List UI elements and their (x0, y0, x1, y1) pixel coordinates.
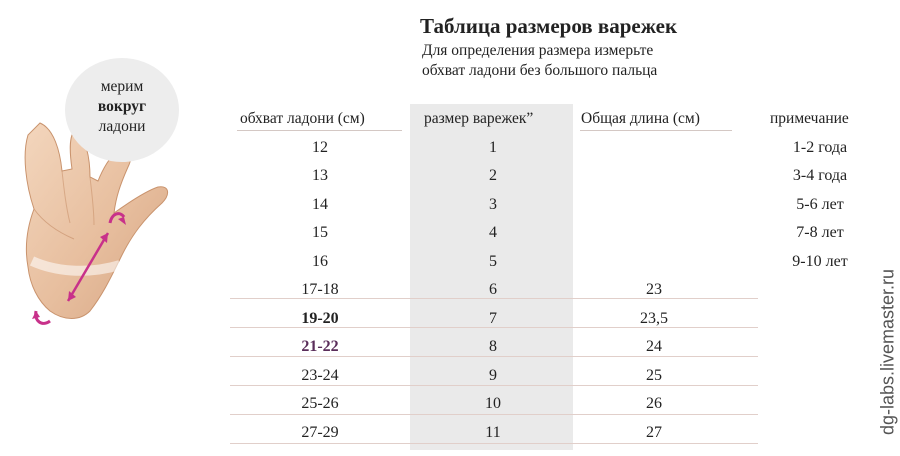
page-title: Таблица размеров варежек (420, 14, 678, 38)
site-watermark: dg-labs.livemaster.ru (877, 268, 898, 436)
cell-size: 2 (489, 167, 497, 184)
cell-girth: 23-24 (301, 367, 339, 384)
header-underline-girth (237, 130, 402, 131)
cell-note: 1-2 года (792, 139, 848, 156)
cell-girth: 27-29 (301, 424, 339, 441)
cell-note: 7-8 лет (796, 224, 844, 241)
row-divider (230, 443, 758, 444)
cell-length: 25 (646, 367, 662, 384)
cell-note: 9-10 лет (792, 253, 848, 270)
measure-hint-bubble (65, 58, 179, 162)
cell-girth: 14 (312, 196, 328, 213)
cell-length: 24 (646, 338, 662, 355)
cell-note: 3-4 года (792, 167, 848, 184)
header-palm-girth: обхват ладони (см) (240, 110, 365, 127)
subtitle-line-1: Для определения размера измерьте (422, 42, 654, 59)
cell-girth: 21-22 (301, 338, 339, 355)
cell-girth: 13 (312, 167, 328, 184)
hint-line-1: мерим (100, 78, 144, 95)
cell-note: 5-6 лет (796, 196, 844, 213)
header-total-length: Общая длина (см) (581, 110, 700, 127)
cell-size: 3 (489, 196, 497, 213)
hint-line-2: вокруг (97, 98, 147, 115)
cell-size: 9 (489, 367, 497, 384)
cell-size: 1 (489, 139, 497, 156)
row-divider (230, 356, 758, 357)
cell-size: 11 (485, 424, 501, 441)
cell-length: 26 (646, 395, 662, 412)
header-underline-length (580, 130, 732, 131)
cell-girth: 15 (312, 224, 328, 241)
subtitle-line-2: обхват ладони без большого пальца (422, 62, 658, 79)
cell-girth: 17-18 (301, 281, 339, 298)
row-divider (230, 414, 758, 415)
cell-length: 23 (646, 281, 662, 298)
row-divider (230, 298, 758, 299)
header-note: примечание (770, 110, 849, 127)
cell-size: 7 (489, 310, 497, 327)
cell-size: 4 (489, 224, 497, 241)
row-divider (230, 327, 758, 328)
cell-length: 27 (646, 424, 662, 441)
row-divider (230, 385, 758, 386)
cell-length: 23,5 (640, 310, 668, 327)
cell-size: 10 (485, 395, 501, 412)
cell-girth: 16 (312, 253, 328, 270)
cell-size: 6 (489, 281, 497, 298)
cell-size: 8 (489, 338, 497, 355)
header-mitten-size: размер варежек” (424, 110, 534, 127)
hint-line-3: ладони (98, 118, 146, 135)
cell-girth: 25-26 (301, 395, 339, 412)
cell-girth: 12 (312, 139, 328, 156)
cell-girth: 19-20 (301, 310, 339, 327)
cell-size: 5 (489, 253, 497, 270)
